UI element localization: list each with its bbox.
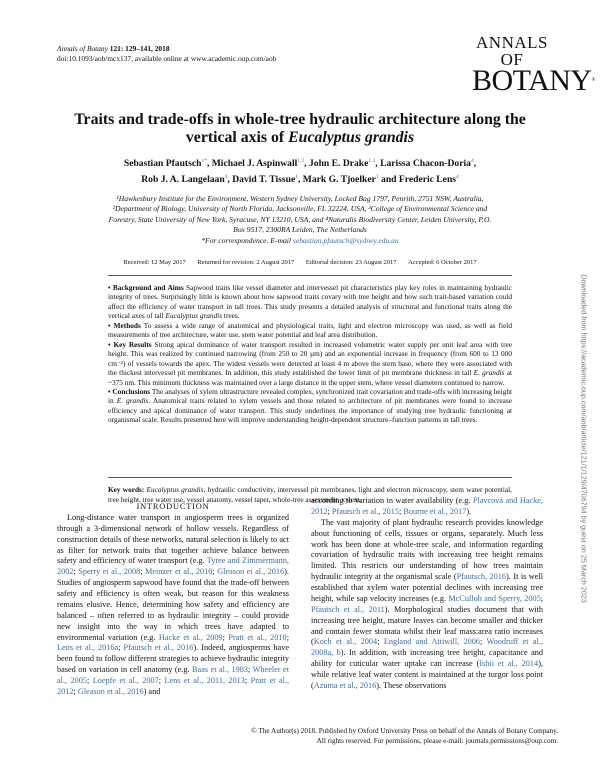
logo-line-1: ANNALS OF bbox=[476, 33, 548, 69]
section-heading: INTRODUCTION bbox=[136, 502, 210, 511]
abstract-results: • Key Results Strong apical dominance of water transport resulted in increased volumetric water supply per unit leaf area with tree height. This was realized by continued narrowing (from 250 to 20 µm) and an exponential increase in frequency (from 600 to 13 000 cm⁻²) of vessels towards the apex. The widest vessels were detected at least 4 m above the stem base, where they were associated with the thickest intervessel pit membranes. In addition, this study established the lower limit of pit membrane thickness in tall E. grandis at ~375 nm. This minimum thickness was maintained over a large distance in the upper stem, where vessel diameters continued to narrow. bbox=[108, 339, 513, 387]
citation-link[interactable]: Plavcová and Hacke, 2012 bbox=[311, 496, 543, 516]
date-accepted: Accepted: 6 October 2017 bbox=[408, 259, 477, 266]
author: Rob J. A. Langelaan$^4$ bbox=[141, 173, 228, 185]
download-watermark: Downloaded from https://academic.oup.com/aob/article/121/1/129/4706794 by guest on 25 March 2023 bbox=[579, 274, 589, 603]
abstract-background: • Background and Aims Sapwood traits like vessel diameter and intervessel pit characteristics play key roles in maintaining hydraulic integrity of trees. Surprisingly little is known about how sapwood traits covary with tree height and how such trait-based variation could affect the efficiency of water transport in tall trees. This study presents a detailed analysis of structural and functional traits along the vertical axes of tall Eucalyptus grandis trees. bbox=[108, 283, 512, 321]
citation-link[interactable]: Loepfe et al., 2007 bbox=[92, 676, 159, 685]
divider bbox=[108, 275, 512, 276]
journal-citation bbox=[57, 44, 276, 64]
article-dates bbox=[60, 259, 540, 266]
date-received: Received: 12 May 2017 bbox=[123, 259, 186, 266]
citation-link[interactable]: Tyree and Zimmermann, 2002 bbox=[57, 556, 289, 577]
citation-link[interactable]: Hacke et al., 2009 bbox=[158, 632, 223, 642]
author: Mark G. Tjoelker$^1$ bbox=[302, 173, 379, 185]
citation-link[interactable]: Pfautsch, 2016 bbox=[456, 572, 507, 582]
citation-link[interactable]: Gleason et al., 2016 bbox=[77, 686, 144, 696]
author: David T. Tissue$^1$ bbox=[232, 173, 298, 185]
author: Sebastian Pfautsch$^{1*}$ bbox=[123, 158, 207, 170]
citation-link[interactable]: England and Attiwill, 2006 bbox=[383, 637, 481, 647]
date-returned: Returned for revision: 2 August 2017 bbox=[197, 259, 295, 266]
date-editorial: Editorial decision: 23 August 2017 bbox=[305, 259, 397, 266]
citation-link[interactable]: Ishii et al., 2014 bbox=[479, 659, 539, 669]
abstract-conclusions: • Conclusions The analyses of xylem ultrastructure revealed complex, synchronized trait covariation and trade-offs with increasing height in E. grandis. Anatomical traits related to xylem vessels and those related to architecture of pit membranes were found to increase efficiency and apical dominance of water transport. This study underlines the importance of studying tree hydraulic functioning at organismal scale. Results presented here will improve understanding height-dependent structure–function patterns in tall trees. bbox=[108, 386, 513, 425]
citation-link[interactable]: McCulloh and Sperry, 2005 bbox=[448, 593, 541, 603]
abstract-methods: • Methods To assess a wide range of anatomical and physiological traits, light and electron microscopy was used, as well as field measurements of tree architecture, water use, stem water potential and leaf area distribution. bbox=[108, 320, 512, 340]
citation-link[interactable]: Koch et al., 2004 bbox=[313, 637, 378, 647]
intro-paragraph: The vast majority of plant hydraulic research provides knowledge about functioning of cells, tissues or organs, separately. Much less work has been done at whole-tree scale, and information regarding covariation of hydraulic traits with increasing tree height remains limited. This restricts our understanding of how trees maintain hydraulic integrity at the organismal scale (Pfautsch, 2016). It is well established that xylem water potential declines with increasing tree height, while sap velocity increases (e.g. McCulloh and Sperry, 2005; Pfautsch et al., 2011). Morphological studies document that with increasing tree height, mature leaves can become smaller and thicker and contain fewer stomata whilst their leaf mass:area ratio increases (Koch et al., 2004; England and Attiwill, 2006; Woodruff et al., 2008a, b). In addition, with increasing tree height, capacitance and ability for cuticular water uptake can increase (Ishii et al., 2014), while relative leaf water content is maintained at the turgor loss point (Azuma et al., 2016). These observations bbox=[311, 517, 543, 690]
logo-line-2: BOTANY bbox=[472, 64, 592, 97]
author: Frederic Lens$^4$ bbox=[398, 173, 459, 185]
citation-link[interactable]: Pratt et al., 2010 bbox=[228, 632, 287, 642]
author: Larissa Chacon-Doria$^4$ bbox=[380, 158, 474, 170]
journal-logo bbox=[472, 33, 595, 97]
journal-name: Annals of Botany bbox=[57, 44, 108, 53]
body-column-right bbox=[311, 496, 543, 692]
citation-link[interactable]: Meinzer et al., 2010 bbox=[144, 567, 213, 577]
article-title: Traits and trade-offs in whole-tree hydraulic architecture along the vertical axis of Eucalyptus grandis bbox=[74, 111, 526, 146]
citation-link[interactable]: Lens et al., 2016a bbox=[57, 643, 119, 653]
citation-link[interactable]: Azuma et al., 2016 bbox=[313, 680, 377, 690]
journal-volume: 121: 129–141, 2018 bbox=[109, 44, 170, 53]
citation-link[interactable]: Pratt et al., 2012 bbox=[57, 676, 290, 696]
intro-paragraph-continued: according to variation in water availability (e.g. Plavcová and Hacke, 2012; Pfautsch et al., 2015; Bourne et al., 2017). bbox=[311, 496, 543, 516]
citation-link[interactable]: Bourne et al., 2017 bbox=[403, 506, 467, 516]
logo-mark: ® bbox=[591, 78, 595, 83]
email-link[interactable]: sebastian.pfautsch@sydney.edu.au bbox=[292, 235, 399, 245]
abstract bbox=[108, 283, 512, 425]
citation-link[interactable]: Gleason et al., 2016 bbox=[217, 567, 285, 577]
citation-link[interactable]: Baas et al., 1983 bbox=[192, 665, 249, 675]
citation-link[interactable]: Pfautsch et al., 2015 bbox=[331, 506, 399, 516]
doi-line: doi:10.1093/aob/mcx137, available online at www.academic.oup.com/aob bbox=[57, 54, 277, 63]
body-column-left bbox=[57, 502, 289, 698]
intro-paragraph: Long-distance water transport in angiosperm trees is organized through a 3-dimensional network of hollow vessels. Regardless of construction details of these networks, natural selection is likely to act as filter for network traits that together achieve balance between safety and efficiency of water transport (e.g. Tyree and Zimmermann, 2002; Sperry et al., 2008; Meinzer et al., 2010; Gleason et al., 2016). Studies of angiosperm sapwood have found that the trade-off between safety and efficiency is often weak, but reason for this weakness remains elusive. Hence, determining how safety and efficiency are balanced – often referred to as hydraulic integrity – could provide new insight into the way in which trees have adapted to environmental variation (e.g. Hacke et al., 2009; Pratt et al., 2010; Lens et al., 2016a; Pfautsch et al., 2016). Indeed, angiosperms have been found to follow different strategies to achieve hydraulic integrity based on variation in cell anatomy (e.g. Baas et al., 1983; Wheeler et al., 2005; Loepfe et al., 2007; Lens et al., 2011, 2013; Pratt et al., 2012; Gleason et al., 2016) and bbox=[57, 512, 290, 696]
citation-link[interactable]: Pfautsch et al., 2011 bbox=[311, 604, 385, 614]
citation-link[interactable]: Pfautsch et al., 2016 bbox=[123, 643, 194, 653]
correspondence: *For correspondence. E-mail sebastian.pfautsch@sydney.edu.au bbox=[201, 235, 399, 245]
divider bbox=[108, 477, 512, 478]
copyright-footer: © The Author(s) 2018. Published by Oxford University Press on behalf of the Annals of Botany Company. All rights reserved. For permissions, please e-mail: journals.permissions@oup.com. bbox=[251, 727, 558, 745]
author: John E. Drake$^{1,3}$ bbox=[308, 158, 376, 170]
citation-link[interactable]: Wheeler et al., 2005 bbox=[57, 665, 289, 685]
citation-link[interactable]: Woodruff et al., 2008a, b bbox=[311, 637, 543, 658]
title-species: Eucalyptus grandis bbox=[288, 129, 415, 146]
citation-link[interactable]: Lens et al., 2011, 2013 bbox=[164, 676, 245, 685]
author-list: Sebastian Pfautsch$^{1*}$, Michael J. Aspinwall$^{1,2}$, John E. Drake$^{1,3}$, Larissa Chacon-Doria$^4$, Rob J. A. Langelaan$^4$, David T. Tissue$^1$, Mark G. Tjoelker$^1$ and Frederic Lens$^4$ bbox=[123, 158, 477, 185]
author: Michael J. Aspinwall$^{1,2}$ bbox=[211, 158, 305, 170]
citation-link[interactable]: Sperry et al., 2008 bbox=[78, 567, 141, 577]
keywords: Key words: Eucalyptus grandis, hydraulic conductivity, intervessel pit membranes, light and electron microscopy, stem water potential, tree height, tree water use, vessel anatomy, vessel taper, whole-tree assessment, xylem. bbox=[108, 485, 512, 504]
affiliations: ¹Hawkesbury Institute for the Environment, Western Sydney University, Locked Bag 1797, Penrith, 2751 NSW, Australia, ²Department of Biology, University of North Florida, Jacksonville, FL 32224, USA, ³College of Environmental Science and Forestry, State University of New York, Syracuse, NY 13210, USA, and ⁴Naturalis Biodiversity Center, Leiden University, P.O. Box 9517, 2300RA Leiden, The Netherlands *For correspondence. E-mail sebastian.pfautsch@sydney.edu.au bbox=[60, 194, 540, 246]
